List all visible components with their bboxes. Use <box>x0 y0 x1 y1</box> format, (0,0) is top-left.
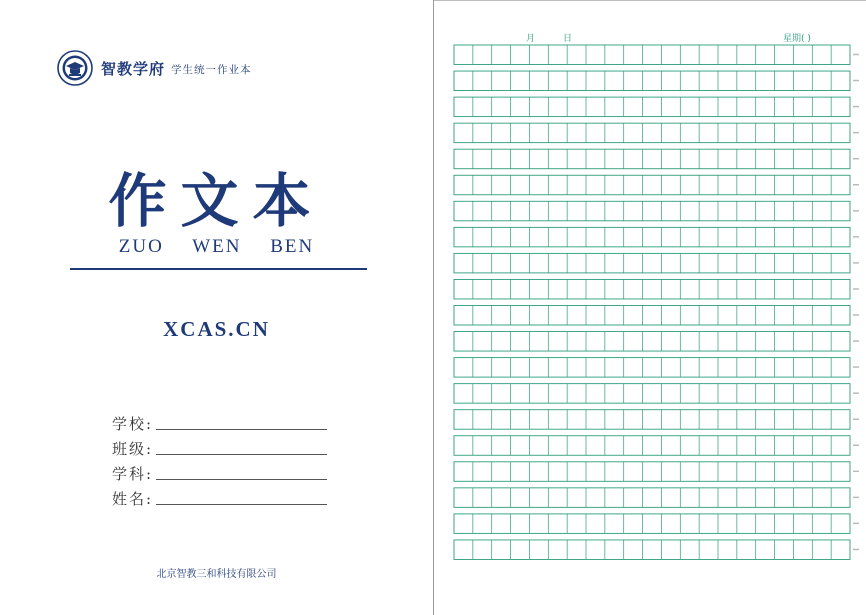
owner-info-form <box>112 409 327 509</box>
grid-row <box>454 488 859 508</box>
title-underline <box>70 268 367 270</box>
grid-row <box>454 123 859 142</box>
field-label-school: 学校: <box>112 415 154 433</box>
brand-header <box>57 50 252 86</box>
field-line-name[interactable] <box>156 504 327 505</box>
row-counter-mark <box>853 54 859 56</box>
row-counter-mark <box>853 288 859 290</box>
grid-row <box>454 436 859 456</box>
row-counter-mark <box>853 184 859 186</box>
grid-row <box>454 149 859 169</box>
grid-row <box>454 332 859 352</box>
row-counter-mark <box>853 418 859 420</box>
grid-row <box>454 97 859 117</box>
header-day: 日 <box>563 34 573 44</box>
field-line-school[interactable] <box>156 429 327 430</box>
grid-row <box>454 306 859 326</box>
field-line-subject[interactable] <box>156 479 327 480</box>
publisher-name: 北京智教三和科技有限公司 <box>156 569 277 580</box>
header-month: 月 <box>526 34 536 44</box>
row-counter-mark <box>853 262 859 264</box>
row-counter-mark <box>853 366 859 368</box>
field-subject <box>112 459 327 484</box>
row-counter-mark <box>853 158 859 160</box>
grid-row <box>454 514 859 534</box>
grid-row <box>454 279 859 299</box>
grid-row <box>454 462 859 482</box>
row-counter-mark <box>853 132 859 134</box>
row-counter-mark <box>853 236 859 238</box>
school-emblem-icon <box>57 50 93 86</box>
row-counter-mark <box>853 523 859 525</box>
grid-row <box>454 45 859 65</box>
brand-tagline: 学生统一作业本 <box>171 63 252 76</box>
grid-row <box>454 253 859 273</box>
grid-row <box>454 71 859 91</box>
composition-page <box>434 0 866 615</box>
row-counter-mark <box>853 340 859 342</box>
row-counter-mark <box>853 314 859 316</box>
field-label-subject: 学科: <box>112 465 154 483</box>
grid-row <box>454 358 859 378</box>
notebook-title-pinyin: ZUO WEN BEN <box>118 236 315 257</box>
row-counter-mark <box>853 80 859 82</box>
writing-grid[interactable] <box>434 0 866 615</box>
field-school <box>112 409 327 434</box>
grid-row <box>454 175 859 195</box>
grid-row <box>454 540 859 560</box>
row-counter-mark <box>853 497 859 499</box>
field-line-class[interactable] <box>156 454 327 455</box>
header-weekday: 星期( ) <box>783 34 811 44</box>
field-name <box>112 484 327 509</box>
website-label: XCAS.CN <box>163 317 270 341</box>
row-counter-mark <box>853 210 859 212</box>
field-class <box>112 434 327 459</box>
grid-row <box>454 227 859 247</box>
row-counter-mark <box>853 471 859 473</box>
grid-row <box>454 384 859 404</box>
row-counter-mark <box>853 106 859 108</box>
brand-name: 智教学府 <box>101 59 166 78</box>
notebook-title: 作文本 <box>108 167 325 235</box>
grid-row <box>454 410 859 430</box>
field-label-name: 姓名: <box>112 490 154 508</box>
grid-row <box>454 201 859 221</box>
row-counter-mark <box>853 445 859 447</box>
field-label-class: 班级: <box>112 440 154 458</box>
row-counter-mark <box>853 392 859 394</box>
row-counter-mark <box>853 549 859 551</box>
